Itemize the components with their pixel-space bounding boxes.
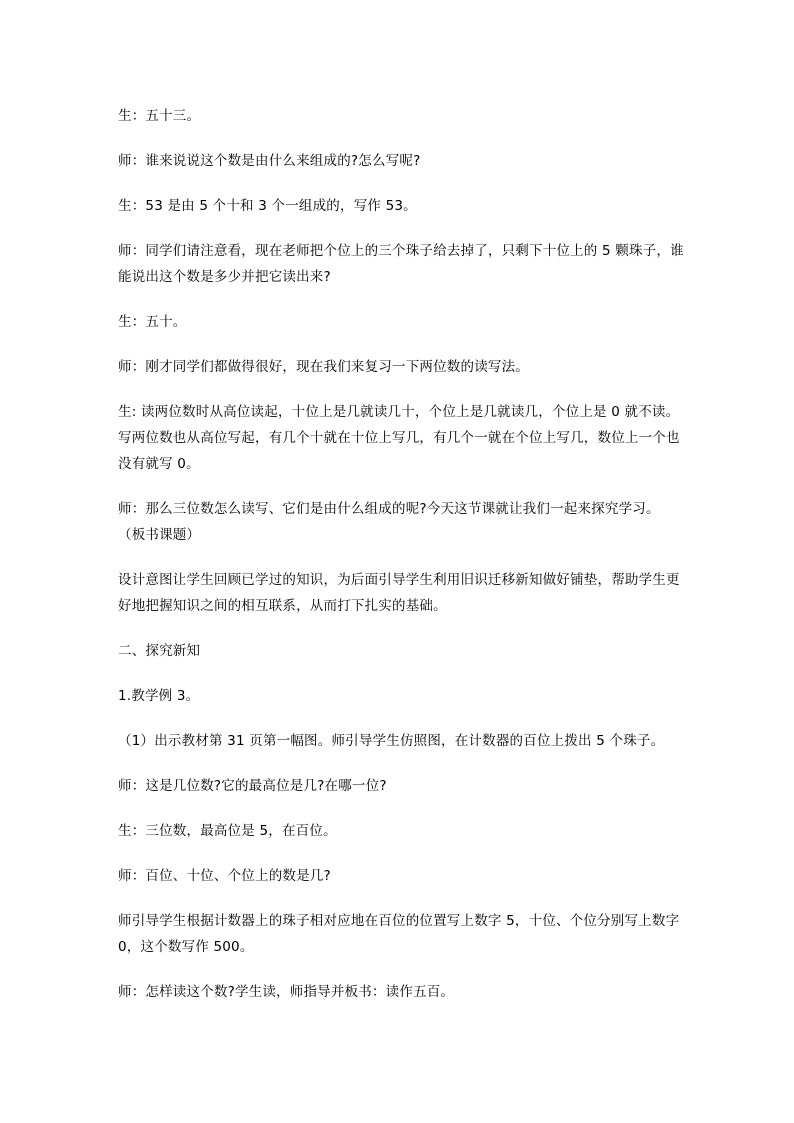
- dialogue-student-answer: 生：53 是由 5 个十和 3 个一组成的，写作 53。: [118, 198, 417, 214]
- dialogue-student-answer: 生: 读两位数时从高位读起，十位上是几就读几十，个位上是几就读几，个位上是 0 就不读。写两位数也从高位写起，有几个十就在十位上写几，有几个一就在个位上写几，数位上一个也没有就写 0。: [118, 404, 680, 472]
- dialogue-student-answer: 生：三位数，最高位是 5，在百位。: [118, 823, 337, 839]
- subsection-heading: 1.教学例 3。: [118, 688, 200, 704]
- dialogue-teacher-statement: 师：那么三位数怎么读写、它们是由什么组成的呢?今天这节课就让我们一起来探究学习。: [118, 501, 660, 517]
- document-body: [118, 103, 688, 1024]
- dialogue-teacher-question: 师：百位、十位、个位上的数是几?: [118, 868, 331, 884]
- dialogue-teacher-question: 师：这是几位数?它的最高位是几?在哪一位?: [118, 778, 387, 794]
- dialogue-teacher-question: 师：怎样读这个数?学生读，师指导并板书：读作五百。: [118, 984, 455, 1000]
- instruction-paragraph: 师引导学生根据计数器上的珠子相对应地在百位的位置写上数字 5，十位、个位分别写上数字 0，这个数写作 500。: [118, 913, 680, 955]
- dialogue-teacher-question: 师：同学们请注意看，现在老师把个位上的三个珠子给去掉了，只剩下十位上的 5 颗珠子，谁能说出这个数是多少并把它读出来?: [118, 243, 684, 285]
- section-heading: 二、探究新知: [118, 643, 201, 659]
- instruction-paragraph: （1）出示教材第 31 页第一幅图。师引导学生仿照图，在计数器的百位上拨出 5 个珠子。: [118, 733, 665, 749]
- dialogue-teacher-question: 师：谁来说说这个数是由什么来组成的?怎么写呢?: [118, 153, 421, 169]
- design-intent-paragraph: 设计意图让学生回顾已学过的知识，为后面引导学生利用旧识迁移新知做好铺垫，帮助学生更好地把握知识之间的相互联系，从而打下扎实的基础。: [118, 572, 680, 614]
- dialogue-student-answer: 生：五十。: [118, 314, 187, 330]
- board-note: （板书课题）: [118, 527, 201, 543]
- dialogue-student-answer: 生：五十三。: [118, 108, 201, 124]
- dialogue-teacher-statement: 师：刚才同学们都做得很好，现在我们来复习一下两位数的读写法。: [118, 359, 529, 375]
